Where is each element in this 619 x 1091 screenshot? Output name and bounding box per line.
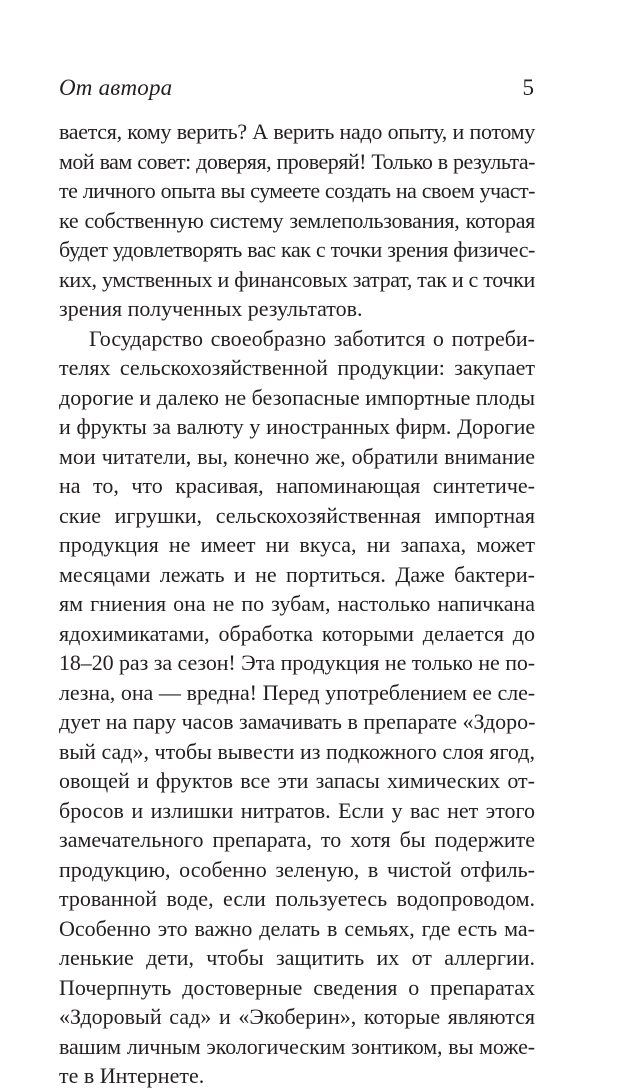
text-line: 18–20 раз за сезон! Эта продукция не только не по- <box>59 650 535 675</box>
paragraph <box>59 324 535 1091</box>
page-number: 5 <box>522 75 534 100</box>
text-line: ке собственную систему землепользования, которая <box>59 207 535 233</box>
text-line: Почерпнуть достоверные сведения о препаратах <box>59 974 535 1000</box>
text-line: бросов и излишки нитратов. Если у вас нет этого <box>59 797 535 823</box>
text-line: ких, умственных и финансовых затрат, так и с точки <box>59 266 535 292</box>
text-line: лезна, она — вредна! Перед употреблением ее сле- <box>59 679 535 705</box>
text-line: «Здоровый сад» и «Экоберин», которые являются <box>59 1004 535 1029</box>
section-title: От автора <box>59 75 173 100</box>
body-text <box>59 117 535 1091</box>
text-line: телях сельскохозяйственной продукции: закупает <box>59 355 535 380</box>
text-line: продукцию, особенно зеленую, в чистой отфиль- <box>59 856 535 882</box>
text-line: дует на пару часов замачивать в препарате «Здоро- <box>59 709 536 734</box>
text-line: продукция не имеет ни вкуса, ни запаха, может <box>59 532 535 557</box>
text-line: ядохимикатами, обработка которыми делается до <box>59 620 535 646</box>
text-line: мои читатели, вы, конечно же, обратили внимание <box>59 443 535 469</box>
text-line: на то, что красивая, напоминающая синтетиче- <box>59 473 535 498</box>
text-line: зрения полученных результатов. <box>59 296 363 321</box>
text-line: ленькие дети, чтобы защитить их от аллергии. <box>59 945 535 970</box>
text-line: вашим личным экологическим зонтиком, вы може- <box>59 1033 535 1059</box>
text-line: мой вам совет: доверяя, проверяй! Только в результа- <box>59 148 535 174</box>
text-line: будет удовлетворять вас как с точки зрения физичес- <box>59 237 535 262</box>
text-line: замечательного препарата, то хотя бы подержите <box>59 827 535 852</box>
text-line: месяцами лежать и не портиться. Даже бактери- <box>59 561 535 587</box>
text-line: и фрукты за валюту у иностранных фирм. Дорогие <box>59 414 535 439</box>
text-line: вается, кому верить? А верить надо опыту, и потому <box>59 119 535 144</box>
text-line: овощей и фруктов все эти запасы химических от- <box>59 768 535 793</box>
text-line: ям гниения она не по зубам, настолько напичкана <box>59 591 535 616</box>
text-line: дорогие и далеко не безопасные импортные плоды <box>59 384 535 410</box>
text-line: те в Интернете. <box>59 1063 205 1088</box>
paragraph <box>59 117 535 324</box>
text-line: те личного опыта вы сумеете создать на своем участ- <box>59 178 535 203</box>
text-line: ские игрушки, сельскохозяйственная импортная <box>59 502 535 528</box>
running-header <box>59 72 534 104</box>
text-line: трованной воде, если пользуетесь водопроводом. <box>59 886 535 911</box>
text-line: Государство своеобразно заботится о потреби- <box>89 325 535 351</box>
text-line: вый сад», чтобы вывести из подкожного слоя ягод, <box>59 738 535 764</box>
text-line: Особенно это важно делать в семьях, где есть ма- <box>59 915 535 941</box>
